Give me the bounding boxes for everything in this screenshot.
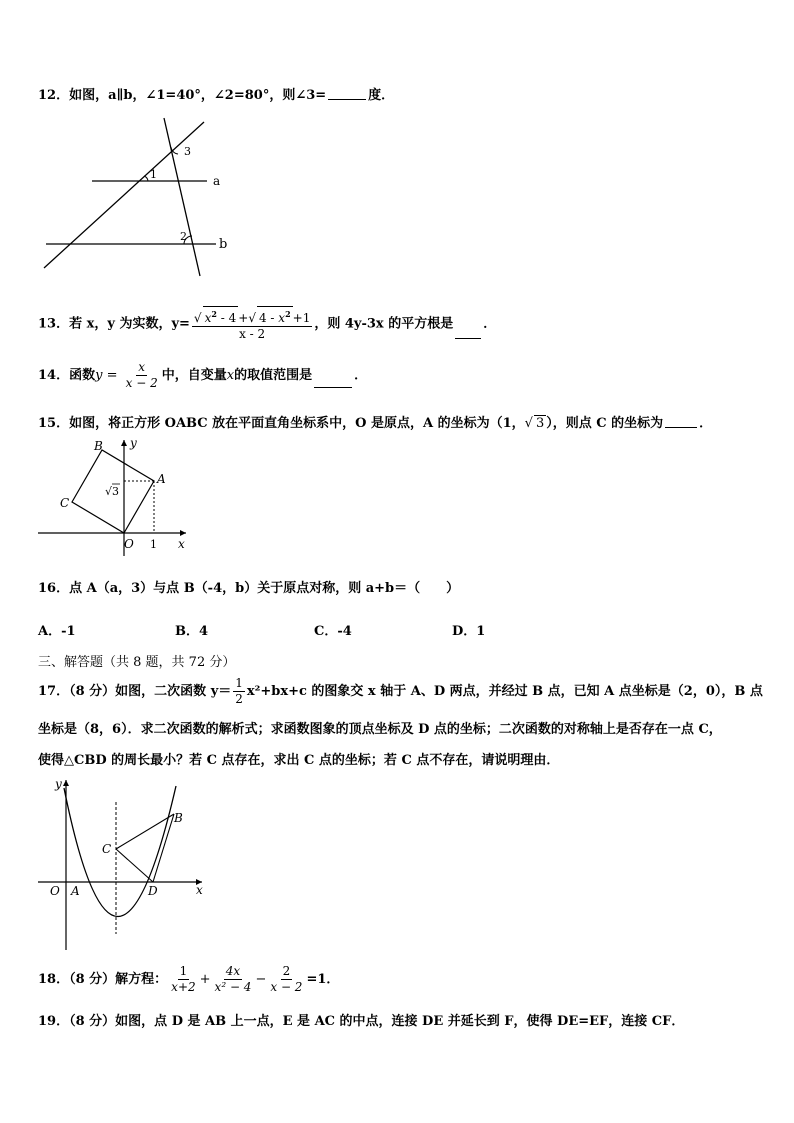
label-y: y [55,777,62,791]
q18-fraction-1: $\frac{1}{x+2}$ [171,964,196,994]
label-B: B [94,439,103,453]
q13-answer-blank [455,337,481,339]
q15-answer-blank [665,426,697,428]
label-3: 3 [184,145,191,158]
angle-1-arc [144,176,148,181]
q15-text: 15．如图，将正方形 OABC 放在平面直角坐标系中，O 是原点，A 的坐标为（1，√ 3 ），则点 C 的坐标为 ． [38,416,713,431]
label-1: 1 [150,168,157,181]
q18-fraction-3: $\frac{2}{x - 2}$ [270,964,303,994]
sqrt-symbol: √ [105,485,113,498]
label-sqrt3: 3 [112,485,119,498]
label-C: C [102,842,112,856]
q13-fraction: $\frac{√ x^2 - 4 +√ 4 - x^2 +1}{x - 2}$ [192,306,312,342]
transversal-1 [44,122,204,268]
label-one: 1 [150,538,157,551]
label-C: C [60,496,70,510]
label-y: y [130,436,137,450]
q16-text: 16．点 A（a，3）与点 B（-4，b）关于原点对称，则 a+b＝（ ） [38,581,460,596]
section-heading: 三、解答题（共 8 题，共 72 分） [38,655,236,670]
label-D: D [148,884,158,898]
label-b: b [219,237,228,252]
q14-answer-blank [314,386,352,388]
label-B: B [174,811,183,825]
q18-text: 18．（8 分）解方程： $\frac{1}{x+2}$ + $\frac{4x}{\text{x² − 4}}$ − $\frac{2}{x - 2}$ =1． [38,964,340,994]
label-a: a [213,174,221,188]
label-A: A [157,472,166,486]
q15-figure [36,436,196,561]
label-x: x [196,883,203,897]
label-A: A [71,884,80,898]
q16-option-b[interactable]: B．4 [175,624,209,639]
segment-CD [116,849,153,882]
q12-answer-blank [328,98,366,100]
q14-text: 14．函数y = $\frac{x}{x - 2}$ 中，自变量x的取值范围是 ． [38,360,368,390]
q17-line2: 坐标是（8，6）．求二次函数的解析式；求函数图象的顶点坐标及 D 点的坐标；二次函数的对称轴上是否存在一点 C， [38,722,722,737]
q18-fraction-2: $\frac{4x}{\text{x² − 4}}$ [214,964,252,994]
label-x: x [178,537,185,551]
q14-fraction: $\frac{x}{x - 2}$ [125,360,158,390]
q17-fraction: $\frac{1}{2}$ [235,676,243,706]
q16-option-a[interactable]: A．-1 [38,624,76,639]
q17-line3: 使得△CBD 的周长最小？若 C 点存在，求出 C 点的坐标；若 C 点不存在，请说明理由． [38,753,560,768]
label-O: O [124,537,134,551]
q17-line1: 17．（8 分）如图，二次函数 y＝ $\frac{1}{2}$ x²+bx+c 的图象交 x 轴于 A、D 两点，并经过 B 点，已知 A 点坐标是（2，0），B 点 [38,676,763,706]
q16-option-d[interactable]: D．1 [452,624,486,639]
parabola [64,786,176,917]
q16-option-c[interactable]: C．-4 [314,624,352,639]
q17-figure [36,776,208,952]
q12-figure [40,112,240,282]
label-O: O [50,884,60,898]
q19-text: 19．（8 分）如图，点 D 是 AB 上一点，E 是 AC 的中点，连接 DE 并延长到 F，使得 DE=EF，连接 CF． [38,1014,685,1029]
label-2: 2 [180,230,187,243]
q12-text: 12．如图，a∥b，∠1=40°，∠2=80°，则∠3= 度． [38,88,395,103]
q13-text: 13．若 x，y 为实数，y= $\frac{√ x^2 - 4 +√ 4 - x^2 +1}{x - 2}$ ，则 4y-3x 的平方根是 ． [38,306,496,342]
